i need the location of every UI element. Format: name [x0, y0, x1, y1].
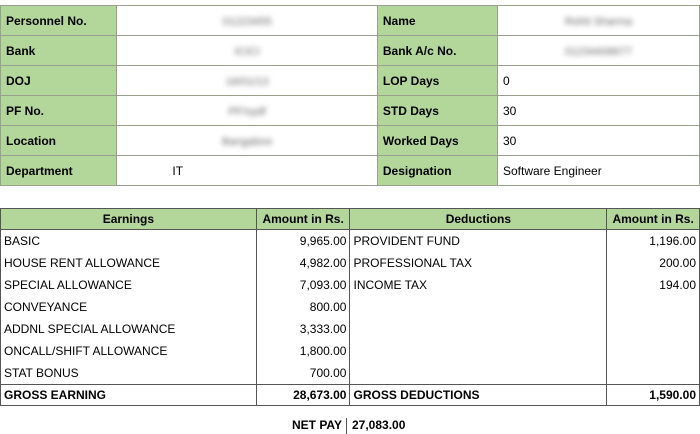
bank-label: Bank	[1, 36, 117, 66]
earning-amount: 1,800.00	[256, 340, 350, 362]
employee-info-table	[0, 5, 700, 186]
lop-days-label: LOP Days	[377, 66, 497, 96]
earnings-deductions-table	[0, 208, 700, 406]
deduction-name: PROVIDENT FUND	[350, 230, 607, 253]
deduction-name: PROFESSIONAL TAX	[350, 252, 607, 274]
net-pay-value: 27,083.00	[352, 418, 406, 432]
deduction-amount	[607, 362, 700, 385]
personnel-no-label: Personnel No.	[1, 6, 117, 36]
info-row	[1, 36, 700, 66]
info-row	[1, 66, 700, 96]
info-row	[1, 96, 700, 126]
earning-name: ADDNL SPECIAL ALLOWANCE	[1, 318, 257, 340]
earning-name: BASIC	[1, 230, 257, 253]
net-pay-label: NET PAY	[291, 418, 342, 432]
doj-label: DOJ	[1, 66, 117, 96]
doj-value	[117, 66, 378, 96]
gross-deductions-value: 1,590.00	[607, 385, 700, 406]
gross-row	[1, 385, 700, 406]
location-label: Location	[1, 126, 117, 156]
earning-name: STAT BONUS	[1, 362, 257, 385]
earning-amount: 800.00	[256, 296, 350, 318]
bank-ac-label: Bank A/c No.	[377, 36, 497, 66]
earning-name: HOUSE RENT ALLOWANCE	[1, 252, 257, 274]
bank-value	[117, 36, 378, 66]
table-row	[1, 362, 700, 385]
deduction-amount: 200.00	[607, 252, 700, 274]
pay-header-row	[1, 209, 700, 230]
deduction-name	[350, 362, 607, 385]
name-label: Name	[377, 6, 497, 36]
table-row	[1, 340, 700, 362]
gross-earning-value: 28,673.00	[256, 385, 350, 406]
table-row	[1, 230, 700, 253]
deduction-amount: 1,196.00	[607, 230, 700, 253]
earning-name: CONVEYANCE	[1, 296, 257, 318]
deduction-name	[350, 340, 607, 362]
std-days-label: STD Days	[377, 96, 497, 126]
deduction-name: INCOME TAX	[350, 274, 607, 296]
earning-amount: 3,333.00	[256, 318, 350, 340]
table-row	[1, 274, 700, 296]
table-row	[1, 252, 700, 274]
bank-ac-value	[497, 36, 699, 66]
earning-name: ONCALL/SHIFT ALLOWANCE	[1, 340, 257, 362]
deduction-amount	[607, 296, 700, 318]
info-row	[1, 156, 700, 186]
designation-label: Designation	[377, 156, 497, 186]
earnings-amount-header: Amount in Rs.	[256, 209, 350, 230]
deduction-amount	[607, 340, 700, 362]
deduction-amount: 194.00	[607, 274, 700, 296]
pf-no-value	[117, 96, 378, 126]
name-text: Rohit Sharma	[564, 15, 633, 28]
doj-text: 16/01/13	[225, 75, 269, 88]
earning-amount: 9,965.00	[256, 230, 350, 253]
personnel-no-value	[117, 6, 378, 36]
deduction-name	[350, 318, 607, 340]
info-row	[1, 126, 700, 156]
personnel-no-text: 01223455	[222, 15, 272, 28]
net-pay-divider	[346, 418, 347, 434]
gross-earning-label: GROSS EARNING	[1, 385, 257, 406]
earning-name: SPECIAL ALLOWANCE	[1, 274, 257, 296]
department-value: IT	[117, 156, 378, 186]
worked-days-label: Worked Days	[377, 126, 497, 156]
worked-days-value: 30	[497, 126, 699, 156]
earning-amount: 700.00	[256, 362, 350, 385]
earning-amount: 4,982.00	[256, 252, 350, 274]
pf-no-text: PF/xydf	[228, 105, 266, 118]
info-row	[1, 6, 700, 36]
designation-value: Software Engineer	[497, 156, 699, 186]
table-row	[1, 296, 700, 318]
bank-ac-text: 01234408677	[564, 45, 633, 58]
location-value	[117, 126, 378, 156]
deductions-amount-header: Amount in Rs.	[607, 209, 700, 230]
table-row	[1, 318, 700, 340]
name-value	[497, 6, 699, 36]
earnings-header: Earnings	[1, 209, 257, 230]
deductions-header: Deductions	[350, 209, 607, 230]
deduction-amount	[607, 318, 700, 340]
deduction-name	[350, 296, 607, 318]
department-label: Department	[1, 156, 117, 186]
std-days-value: 30	[497, 96, 699, 126]
gross-deductions-label: GROSS DEDUCTIONS	[350, 385, 607, 406]
pf-no-label: PF No.	[1, 96, 117, 126]
lop-days-value: 0	[497, 66, 699, 96]
location-text: Bangalore	[222, 135, 273, 148]
earning-amount: 7,093.00	[256, 274, 350, 296]
bank-text: ICICI	[234, 45, 260, 58]
